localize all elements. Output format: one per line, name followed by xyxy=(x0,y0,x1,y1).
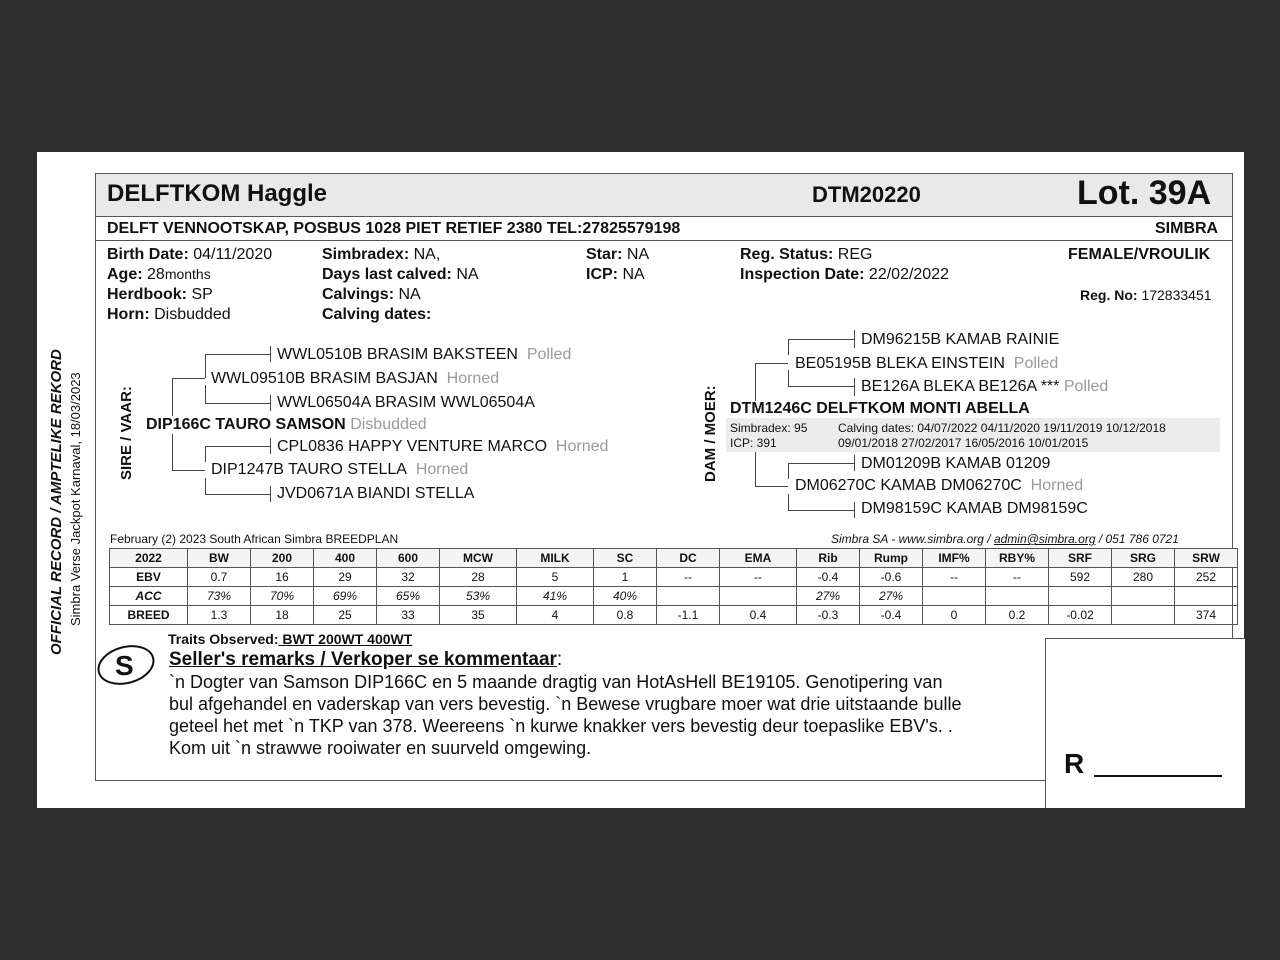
ebv-header-cell: SRW xyxy=(1175,549,1238,568)
ebv-header-cell: MCW xyxy=(440,549,517,568)
ebv-header-cell: IMF% xyxy=(923,549,986,568)
ebv-header-cell: BW xyxy=(188,549,251,568)
ped-line xyxy=(788,370,789,386)
ebv-row-ebv xyxy=(110,568,1238,587)
ped-line xyxy=(172,470,205,471)
reg-status: Reg. Status: REG xyxy=(740,246,873,263)
ebv-header-row xyxy=(110,549,1238,568)
ebv-cell: -- xyxy=(923,568,986,587)
dam-dam: DM06270C KAMAB DM06270C Horned xyxy=(795,477,1084,494)
ebv-row-label: EBV xyxy=(110,568,188,587)
ped-line xyxy=(788,510,854,511)
price-label: R xyxy=(1064,748,1085,779)
price-line[interactable] xyxy=(1094,775,1222,777)
ped-line xyxy=(205,446,270,447)
ebv-cell xyxy=(1175,587,1238,606)
remarks-line-3: geteel het met `n TKP van 378. Weereens `n kurwe knakker vers bevestig deur toepaslike EBV's. . xyxy=(169,716,953,736)
ebv-cell: 0.7 xyxy=(188,568,251,587)
ped-line xyxy=(755,452,756,486)
ebv-row-acc xyxy=(110,587,1238,606)
remarks-line-1: `n Dogter van Samson DIP166C en 5 maande dragtig van HotAsHell BE19105. Genotipering van xyxy=(169,672,943,692)
ped-line xyxy=(788,386,854,387)
ped-line xyxy=(270,486,271,502)
ebv-cell: 65% xyxy=(377,587,440,606)
dam-sire-dam: BE126A BLEKA BE126A *** Polled xyxy=(861,378,1109,395)
ebv-cell: 18 xyxy=(251,606,314,625)
ped-line xyxy=(755,363,788,364)
ebv-cell: 53% xyxy=(440,587,517,606)
ebv-cell xyxy=(720,587,797,606)
sire-dam-dam: JVD0671A BIANDI STELLA xyxy=(277,485,475,502)
ped-line xyxy=(788,463,854,464)
ebv-cell: 592 xyxy=(1049,568,1112,587)
ebv-cell: 41% xyxy=(517,587,594,606)
reg-no: Reg. No: 172833451 xyxy=(1080,287,1212,303)
ped-line xyxy=(172,434,173,470)
ebv-cell: -0.4 xyxy=(797,568,860,587)
ebv-cell xyxy=(923,587,986,606)
simbradex: Simbradex: NA, xyxy=(322,246,441,263)
ebv-header-cell: EMA xyxy=(720,549,797,568)
ebv-cell: 69% xyxy=(314,587,377,606)
ebv-cell xyxy=(1112,606,1175,625)
contact-line: Simbra SA - www.simbra.org / admin@simbra.org / 051 786 0721 xyxy=(831,532,1179,546)
ebv-cell: -0.6 xyxy=(860,568,923,587)
sex: FEMALE/VROULIK xyxy=(1068,246,1211,263)
ebv-cell: 252 xyxy=(1175,568,1238,587)
ebv-cell: -0.4 xyxy=(860,606,923,625)
age: Age: 28months xyxy=(107,266,211,283)
ped-line xyxy=(755,486,788,487)
remarks-line-2: bul afgehandel en vaderskap van vers bevestig. `n Bewese vrugbare moer wat drie uitstaande bulle xyxy=(169,694,962,714)
official-record-label: OFFICIAL RECORD / AMPTELIKE REKORD xyxy=(48,349,65,655)
dam-sire-sire: DM96215B KAMAB RAINIE xyxy=(861,331,1060,348)
ped-line xyxy=(788,494,789,510)
sire-sire-sire: WWL0510B BRASIM BAKSTEEN Polled xyxy=(277,346,572,363)
ebv-cell: 16 xyxy=(251,568,314,587)
price-panel xyxy=(1045,638,1245,808)
ebv-cell: 29 xyxy=(314,568,377,587)
ebv-cell: 27% xyxy=(797,587,860,606)
traits-observed: Traits Observed: BWT 200WT 400WT xyxy=(168,631,413,647)
ebv-table xyxy=(109,548,1238,625)
ebv-cell: -0.02 xyxy=(1049,606,1112,625)
ped-line xyxy=(788,339,789,355)
ped-line xyxy=(205,385,206,403)
ped-line xyxy=(205,354,206,378)
ebv-cell: -1.1 xyxy=(657,606,720,625)
ped-line xyxy=(854,455,855,471)
ebv-cell: 5 xyxy=(517,568,594,587)
ped-line xyxy=(205,403,270,404)
ebv-header-cell: SRG xyxy=(1112,549,1175,568)
sire-dam-sire: CPL0836 HAPPY VENTURE MARCO Horned xyxy=(277,438,609,455)
ebv-cell xyxy=(657,587,720,606)
ebv-cell: 0.2 xyxy=(986,606,1049,625)
ped-line xyxy=(854,330,855,348)
ebv-header-cell: 400 xyxy=(314,549,377,568)
breed-label: SIMBRA xyxy=(1155,220,1219,237)
ebv-cell: 0.8 xyxy=(594,606,657,625)
ebv-cell xyxy=(1049,587,1112,606)
ebv-cell: 32 xyxy=(377,568,440,587)
ebv-header-cell: 600 xyxy=(377,549,440,568)
icp: ICP: NA xyxy=(586,266,645,283)
ebv-cell: 280 xyxy=(1112,568,1175,587)
ebv-header-cell: SC xyxy=(594,549,657,568)
horn: Horn: Disbudded xyxy=(107,306,231,323)
seller-logo-letter: S xyxy=(115,650,134,681)
seller-logo-icon xyxy=(96,642,160,690)
remarks-title: Seller's remarks / Verkoper se kommentaar: xyxy=(169,649,563,670)
sire: DIP166C TAURO SAMSON Disbudded xyxy=(146,416,427,433)
birth-date: Birth Date: 04/11/2020 xyxy=(107,246,273,263)
dam: DTM1246C DELFTKOM MONTI ABELLA xyxy=(730,400,1030,417)
dam-calving-dates: Calving dates: 04/07/2022 04/11/2020 19/11/2019 10/12/2018 xyxy=(838,421,1166,435)
dam-sire: BE05195B BLEKA EINSTEIN Polled xyxy=(795,355,1059,372)
ped-line xyxy=(755,363,756,401)
remarks-line-4: Kom uit `n strawwe rooiwater en suurveld omgewing. xyxy=(169,738,592,758)
dam-icp: ICP: 391 xyxy=(730,436,777,450)
ebv-cell: 28 xyxy=(440,568,517,587)
ebv-header-cell: SRF xyxy=(1049,549,1112,568)
ebv-cell: -- xyxy=(986,568,1049,587)
ped-line xyxy=(205,478,206,494)
herdbook: Herdbook: SP xyxy=(107,286,213,303)
email-link[interactable]: admin@simbra.org xyxy=(993,532,1096,546)
ebv-cell: 1 xyxy=(594,568,657,587)
ped-line xyxy=(854,502,855,518)
days-last-calved: Days last calved: NA xyxy=(322,266,479,283)
ped-line xyxy=(270,395,271,411)
ped-line xyxy=(172,378,205,379)
dam-calving-dates-2: 09/01/2018 27/02/2017 16/05/2016 10/01/2015 xyxy=(838,436,1089,450)
ped-line xyxy=(270,346,271,362)
ped-line xyxy=(205,494,270,495)
ebv-cell: 374 xyxy=(1175,606,1238,625)
ebv-cell: 73% xyxy=(188,587,251,606)
ebv-row-label: BREED xyxy=(110,606,188,625)
inspection-date: Inspection Date: 22/02/2022 xyxy=(740,266,949,283)
star: Star: NA xyxy=(586,246,650,263)
owner-line: DELFT VENNOOTSKAP, POSBUS 1028 PIET RETIEF 2380 TEL:27825579198 xyxy=(107,220,681,237)
ebv-cell: 1.3 xyxy=(188,606,251,625)
ped-line xyxy=(205,446,206,462)
ebv-cell: 40% xyxy=(594,587,657,606)
sire-sire-dam: WWL06504A BRASIM WWL06504A xyxy=(277,394,535,411)
dam-dam-dam: DM98159C KAMAB DM98159C xyxy=(861,500,1088,517)
sire-sire: WWL09510B BRASIM BASJAN Horned xyxy=(211,370,500,387)
dam-side-label: DAM / MOER: xyxy=(702,385,719,482)
ped-line xyxy=(854,378,855,396)
ebv-header-cell: Rump xyxy=(860,549,923,568)
ebv-header-cell: RBY% xyxy=(986,549,1049,568)
ebv-header-cell: DC xyxy=(657,549,720,568)
ebv-cell: 0 xyxy=(923,606,986,625)
ped-line xyxy=(788,339,854,340)
ebv-cell xyxy=(986,587,1049,606)
ebv-row-breed xyxy=(110,606,1238,625)
ebv-cell: -- xyxy=(720,568,797,587)
animal-name: DELFTKOM Haggle xyxy=(107,180,327,207)
ebv-row-label: ACC xyxy=(110,587,188,606)
ebv-cell: 0.4 xyxy=(720,606,797,625)
ebv-cell: 70% xyxy=(251,587,314,606)
ebv-cell: 4 xyxy=(517,606,594,625)
ped-line xyxy=(270,438,271,454)
event-label: Simbra Verse Jackpot Karnaval, 18/03/2023 xyxy=(68,372,83,626)
lot-number: Lot. 39A xyxy=(1077,174,1212,212)
sire-dam: DIP1247B TAURO STELLA Horned xyxy=(211,461,469,478)
dam-dam-sire: DM01209B KAMAB 01209 xyxy=(861,455,1051,472)
ebv-cell: -- xyxy=(657,568,720,587)
ebv-cell: 27% xyxy=(860,587,923,606)
ebv-header-cell: MILK xyxy=(517,549,594,568)
ebv-header-cell: Rib xyxy=(797,549,860,568)
breedplan-caption: February (2) 2023 South African Simbra BREEDPLAN xyxy=(110,532,399,546)
calvings: Calvings: NA xyxy=(322,286,421,303)
sire-side-label: SIRE / VAAR: xyxy=(118,386,135,480)
ebv-header-cell: 2022 xyxy=(110,549,188,568)
ebv-header-cell: 200 xyxy=(251,549,314,568)
ebv-cell: 35 xyxy=(440,606,517,625)
ped-line xyxy=(172,378,173,416)
dam-simbradex: Simbradex: 95 xyxy=(730,421,808,435)
ebv-cell: 25 xyxy=(314,606,377,625)
animal-id: DTM20220 xyxy=(812,182,921,207)
ebv-cell: -0.3 xyxy=(797,606,860,625)
ped-line xyxy=(205,354,270,355)
ebv-cell: 33 xyxy=(377,606,440,625)
ebv-cell xyxy=(1112,587,1175,606)
ped-line xyxy=(788,463,789,479)
calving-dates-label: Calving dates: xyxy=(322,306,432,323)
